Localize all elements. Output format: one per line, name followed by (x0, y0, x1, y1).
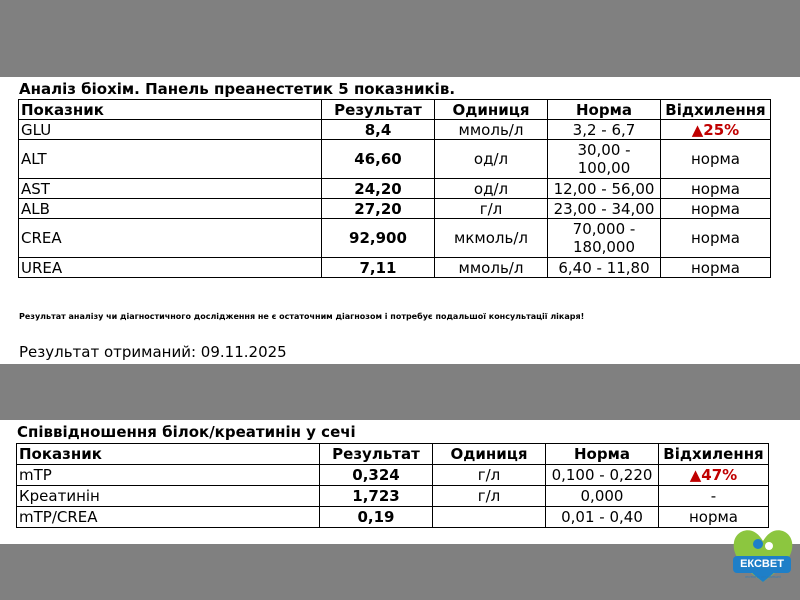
indicator-name: UREA (19, 258, 322, 278)
urine-panel-title: Співвідношення білок/креатинін у сечі (17, 423, 356, 441)
col-header-norm: Норма (548, 100, 661, 120)
result-value: 24,20 (322, 179, 435, 199)
col-header-deviation: Відхилення (659, 444, 769, 465)
indicator-name: CREA (19, 219, 322, 258)
deviation-value: норма (661, 199, 771, 219)
biochem-panel-title: Аналіз біохім. Панель преанестетик 5 показників. (19, 80, 456, 98)
table-header-row (17, 444, 769, 465)
col-header-deviation: Відхилення (661, 100, 771, 120)
unit-value: ммоль/л (435, 120, 548, 140)
deviation-value: норма (659, 507, 769, 528)
col-header-norm: Норма (546, 444, 659, 465)
received-date: Результат отриманий: 09.11.2025 (19, 343, 287, 361)
norm-value: 6,40 - 11,80 (548, 258, 661, 278)
deviation-value: норма (661, 258, 771, 278)
norm-value: 0,100 - 0,220 (546, 465, 659, 486)
unit-value: г/л (435, 199, 548, 219)
norm-value: 23,00 - 34,00 (548, 199, 661, 219)
table-row (19, 140, 771, 179)
biochem-panel (0, 77, 800, 364)
col-header-indicator: Показник (19, 100, 322, 120)
col-header-indicator: Показник (17, 444, 320, 465)
result-value: 27,20 (322, 199, 435, 219)
table-row (19, 258, 771, 278)
indicator-name: AST (19, 179, 322, 199)
unit-value: мкмоль/л (435, 219, 548, 258)
result-value: 0,19 (320, 507, 433, 528)
unit-value (433, 507, 546, 528)
col-header-unit: Одиниця (433, 444, 546, 465)
norm-value: 12,00 - 56,00 (548, 179, 661, 199)
indicator-name: ALB (19, 199, 322, 219)
deviation-value: норма (661, 219, 771, 258)
table-row (19, 120, 771, 140)
norm-line-1: 30,00 - (577, 141, 631, 159)
logo-subtext: ІНСТИТУТ ВЕТЕРИНАРІЇ (745, 575, 781, 579)
norm-value: 3,2 - 6,7 (548, 120, 661, 140)
urine-protein-creatinine-panel (0, 420, 800, 544)
deviation-value: норма (661, 179, 771, 199)
unit-value: г/л (433, 486, 546, 507)
result-value: 1,723 (320, 486, 433, 507)
urine-table (16, 443, 769, 528)
result-value: 46,60 (322, 140, 435, 179)
unit-value: г/л (433, 465, 546, 486)
table-row (17, 465, 769, 486)
table-header-row (19, 100, 771, 120)
unit-value: од/л (435, 179, 548, 199)
norm-value (548, 219, 661, 258)
norm-value: 0,01 - 0,40 (546, 507, 659, 528)
biochem-table (18, 99, 771, 278)
deviation-value: - (659, 486, 769, 507)
unit-value: ммоль/л (435, 258, 548, 278)
indicator-name: GLU (19, 120, 322, 140)
col-header-result: Результат (322, 100, 435, 120)
deviation-value: ▲25% (661, 120, 771, 140)
indicator-name: mTP/CREA (17, 507, 320, 528)
col-header-result: Результат (320, 444, 433, 465)
table-row (17, 486, 769, 507)
norm-line-2: 180,000 (572, 238, 636, 256)
indicator-name: ALT (19, 140, 322, 179)
indicator-name: Креатинін (17, 486, 320, 507)
table-row (19, 179, 771, 199)
table-row (17, 507, 769, 528)
result-value: 8,4 (322, 120, 435, 140)
deviation-value: норма (661, 140, 771, 179)
logo-wordmark: ЕКСВЕТ (733, 556, 791, 573)
table-row (19, 199, 771, 219)
unit-value: од/л (435, 140, 548, 179)
disclaimer-note: Результат аналізу чи діагностичного дослідження не є остаточним діагнозом і потребує подальшої консультації лікаря! (19, 312, 585, 321)
deviation-value: ▲47% (659, 465, 769, 486)
result-value: 92,900 (322, 219, 435, 258)
result-value: 0,324 (320, 465, 433, 486)
table-row (19, 219, 771, 258)
result-value: 7,11 (322, 258, 435, 278)
col-header-unit: Одиниця (435, 100, 548, 120)
indicator-name: mTP (17, 465, 320, 486)
norm-line-1: 70,000 - (572, 220, 636, 238)
norm-value: 0,000 (546, 486, 659, 507)
norm-line-2: 100,00 (577, 159, 631, 177)
norm-value (548, 140, 661, 179)
